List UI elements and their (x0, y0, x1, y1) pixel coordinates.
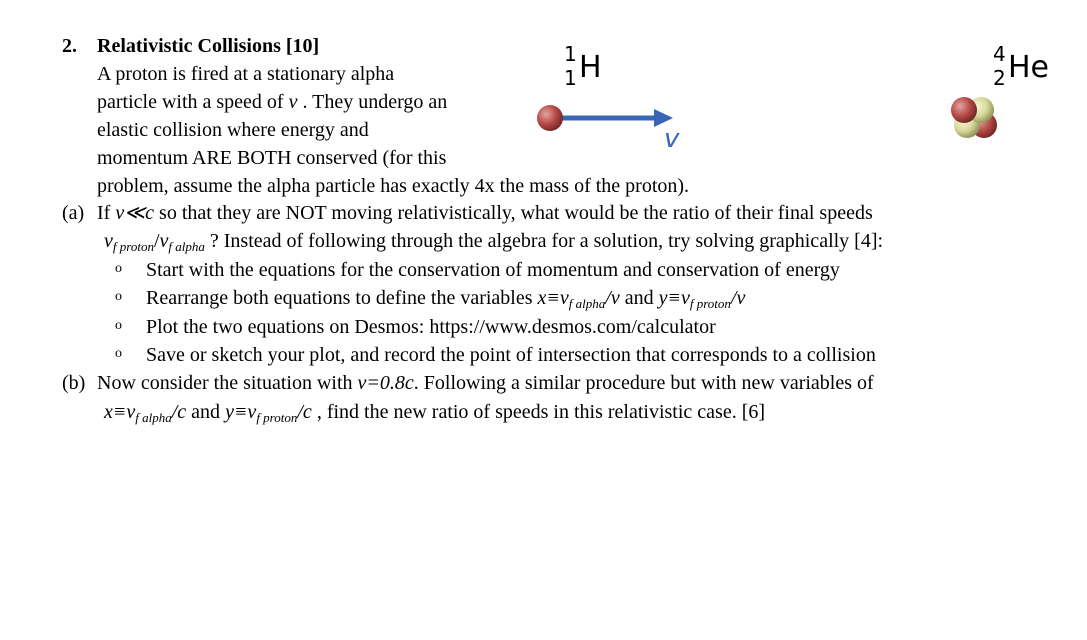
def-y: y≡v (225, 401, 257, 423)
var-v: v (288, 91, 298, 113)
problem-number: 2. (62, 35, 77, 57)
part-a-relation: v≪c (115, 202, 155, 224)
bullet-icon: o (115, 289, 122, 304)
subscript: f proton (112, 239, 154, 254)
and-text: and (624, 287, 654, 309)
intro-line: momentum ARE BOTH conserved (for this (97, 147, 447, 169)
var-v: v (104, 230, 113, 252)
subscript: f alpha (568, 296, 606, 311)
bullet-item: Start with the equations for the conservation of momentum and conservation of energy (146, 259, 840, 281)
subscript: f alpha (135, 410, 172, 425)
def-x: x≡v (104, 401, 136, 423)
alpha-symbol: He (1008, 50, 1050, 85)
intro-line: problem, assume the alpha particle has exactly 4x the mass of the proton). (97, 175, 690, 197)
velocity-label: v (664, 124, 680, 154)
part-b-speed: v=0.8c (357, 372, 414, 394)
bullet-icon: o (115, 346, 122, 361)
proton-sphere-icon (537, 105, 563, 131)
and-text: and (191, 401, 221, 423)
proton-atomic-number: 1 (564, 66, 577, 90)
def-y-den: /c (297, 401, 312, 423)
intro-line (97, 92, 447, 112)
var-v: v (159, 230, 169, 252)
bullet-icon: o (115, 318, 122, 333)
part-b-line-1 (97, 373, 874, 393)
part-a-text: ? Instead of following through the algebra for a solution, try solving graphically [4]: (209, 230, 884, 252)
part-a-text: If (97, 202, 111, 224)
alpha-isotope-label (990, 44, 1070, 96)
part-a-text: so that they are NOT moving relativistically, what would be the ratio of their final speeds (159, 202, 873, 224)
subscript: f proton (689, 296, 731, 311)
bullet-item: Plot the two equations on Desmos: https://www.desmos.com/calculator (146, 316, 716, 338)
proton-mass-number: 1 (564, 42, 577, 66)
alpha-mass-number: 4 (993, 42, 1006, 66)
bullet-item (146, 287, 746, 311)
part-b-label: (b) (62, 372, 86, 394)
def-y-den: /v (730, 287, 746, 309)
intro-line: A proton is fired at a stationary alpha (97, 63, 395, 85)
problem-title: Relativistic Collisions [10] (97, 35, 320, 57)
part-a-line-1 (97, 203, 873, 223)
alpha-atomic-number: 2 (993, 66, 1006, 90)
def-x-den: /c (171, 401, 187, 423)
part-a-label: (a) (62, 202, 85, 224)
alpha-particle-icon (946, 92, 1004, 144)
def-x-den: /v (605, 287, 620, 309)
proton-symbol: H (579, 50, 602, 85)
bullet-text: Rearrange both equations to define the variables (146, 287, 533, 309)
subscript: f proton (256, 410, 298, 425)
part-b-text: , find the new ratio of speeds in this relativistic case. [6] (316, 401, 766, 423)
part-b-line-2 (104, 401, 766, 425)
bullet-icon: o (115, 261, 122, 276)
subscript: f alpha (168, 239, 205, 254)
intro-line: elastic collision where energy and (97, 119, 369, 141)
def-y: y≡v (658, 287, 690, 309)
intro-text: . They undergo an (302, 91, 448, 113)
intro-text: particle with a speed of (97, 91, 284, 113)
part-b-text: . Following a similar procedure but with new variables of (413, 372, 874, 394)
proton-isotope-label (560, 44, 610, 96)
part-a-line-2: $v_{f proton}/v_{f alpha}$ ? Instead of following through the algebra for a solution, try solving graphically [4]: (104, 230, 884, 254)
def-x: x≡v (537, 287, 569, 309)
proton-arrow-figure (530, 100, 680, 136)
part-b-text: Now consider the situation with (97, 372, 353, 394)
bullet-item: Save or sketch your plot, and record the point of intersection that corresponds to a collision (146, 344, 876, 366)
